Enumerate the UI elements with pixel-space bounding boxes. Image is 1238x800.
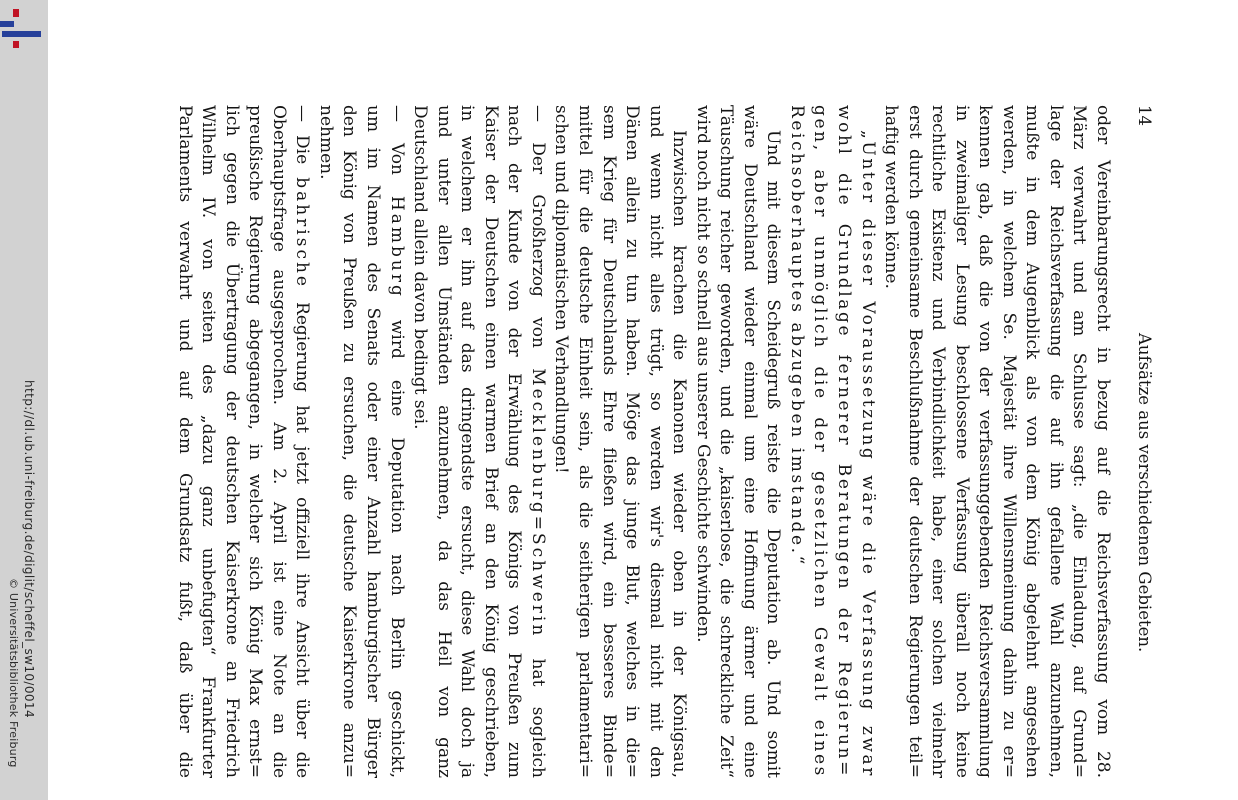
text-line-6: kennen gab, daß die von der verfassunggebenden Reichsversammlung (975, 105, 996, 778)
emphasized-text: bahrische (292, 177, 313, 289)
text-line-16: wäre Deutschland wieder einmal um eine Hoffnung ärmer und eine (739, 105, 760, 778)
text-line-37: preußische Regierung abgegangen, in welcher sich König Max ernst= (245, 105, 266, 778)
text-line-23: mittel für die deutsche Einheit sein, als die seitherigen parlamentari= (574, 105, 595, 778)
text-line-22: sem Krieg für Deutschlands Ehre fließen wird, ein besseres Binde= (598, 105, 619, 778)
text-line-10: haftig werden könne. (881, 105, 902, 289)
text-line-18: wird noch nicht so schnell aus unserer Geschichte schwinden. (692, 105, 713, 643)
text-line-8: rechtliche Existenz und Verbindlichkeit habe, einer solchen vielmehr (928, 105, 949, 778)
text-line-33: den König von Preußen zu ersuchen, die deutsche Kaiserkrone anzu= (339, 105, 360, 778)
text-line-31 (384, 105, 408, 778)
source-url: http://dl.ub.uni-freiburg.de/diglit/scheffel_sw10/0014 (22, 380, 36, 718)
text-line-12: wohl die Grundlage fernerer Beratungen der Regierun= (833, 105, 854, 778)
text-line-5: werden, in welchem Se. Majestät ihre Willensmeinung dahin zu er= (998, 105, 1019, 778)
text-line-28: in welchem er ihn auf das dringendste ersucht, diese Wahl doch ja (457, 105, 478, 778)
page-number: 14 (1135, 105, 1154, 126)
text-segment: — Die (292, 105, 313, 178)
text-line-35 (290, 105, 314, 778)
text-line-21: Dänen allein zu tun haben. Möge das junge Blut, welches in die= (622, 105, 643, 778)
text-line-4: mußte in dem Augenblick als von dem König abgelehnt angesehen (1022, 105, 1043, 778)
text-line-3: lage der Reichsverfassung die auf ihn gefallene Wahl anzunehmen, (1045, 105, 1066, 778)
text-line-26: nach der Kunde von der Erwählung des Königs von Preußen zum (504, 105, 525, 778)
text-segment: wird eine Deputation nach Berlin geschickt, (386, 298, 407, 778)
text-line-36: Oberhauptsfrage ausgesprochen. Am 2. April ist eine Note an die (268, 105, 289, 778)
page-header (1132, 0, 1154, 800)
text-line-32: um im Namen des Senats oder einer Anzahl hamburgischer Bürger (363, 105, 384, 778)
emphasized-text: Mecklenburg=Schwerin (527, 368, 548, 639)
text-line-15: Und mit diesem Scheidegruß reiste die Deputation ab. Und somit (763, 130, 784, 778)
text-line-27: Kaiser der Deutschen einen warmen Brief an den König geschrieben, (480, 105, 501, 778)
scan-margin-strip (0, 0, 48, 800)
logo-blue-bar-long (2, 31, 41, 37)
logo-red-square-bottom (13, 41, 19, 48)
text-line-2: März verwahrt und am Schlusse sagt: „die Einladung, auf Grund= (1069, 105, 1090, 778)
text-line-13: gen, aber unmöglich die der gesetzlichen Gewalt eines (810, 105, 831, 778)
page-body (172, 105, 1114, 778)
text-segment: — Von (386, 105, 407, 196)
library-logo (0, 0, 48, 56)
text-line-11: „Unter dieser Voraussetzung wäre die Verfassung zwar (857, 130, 878, 778)
logo-red-square-top (13, 9, 19, 17)
copyright-text: © Universitätsbibliothek Freiburg (7, 578, 20, 768)
text-line-17: Täuschung reicher geworden, und die „kaiserlose, die schreckliche Zeit“ (716, 105, 737, 778)
text-segment: Regierung hat jetzt offiziell ihre Ansicht über die (292, 289, 313, 779)
text-line-40: Parlaments verwahrt und auf dem Grundsatz fußt, daß über die (174, 105, 195, 778)
text-line-20: und wenn nicht alles trügt, so werden wir's diesmal nicht mit den (645, 105, 666, 778)
emphasized-text: Hamburg (386, 195, 407, 299)
running-header: Aufsätze aus verschiedenen Gebieten. (1135, 333, 1154, 653)
text-segment: hat sogleich (527, 638, 548, 778)
text-line-24: schen und diplomatischen Verhandlungen! (551, 105, 572, 474)
text-line-1: oder Vereinbarungsrecht in bezug auf die Reichsverfassung vom 28. (1093, 105, 1113, 778)
text-line-14: Reichsoberhauptes abzugeben imstande.“ (786, 105, 807, 567)
text-line-9: erst durch gemeinsame Beschlußnahme der deutschen Regierungen teil= (904, 105, 925, 778)
text-line-34: nehmen. (315, 105, 336, 180)
text-line-39: Wilhelm IV. von seiten des „dazu ganz unbefugten“ Frankfurter (198, 105, 219, 778)
text-line-25 (525, 105, 549, 778)
text-line-29: und unter allen Umständen anzunehmen, da das Heil von ganz (433, 105, 454, 778)
text-line-30: Deutschland allein davon bedingt sei. (410, 105, 431, 430)
scanned-page (150, 0, 1190, 800)
text-line-38: lich gegen die Übertragung der deutschen Kaiserkrone an Friedrich (221, 105, 242, 778)
text-line-19: Inzwischen krachen die Kanonen wieder oben in der Königsau, (669, 130, 690, 778)
logo-blue-bar-short (0, 21, 14, 27)
text-segment: — Der Großherzog von (527, 105, 548, 369)
text-line-7: in zweimaliger Lesung beschlossene Verfassung überall noch keine (951, 105, 972, 778)
